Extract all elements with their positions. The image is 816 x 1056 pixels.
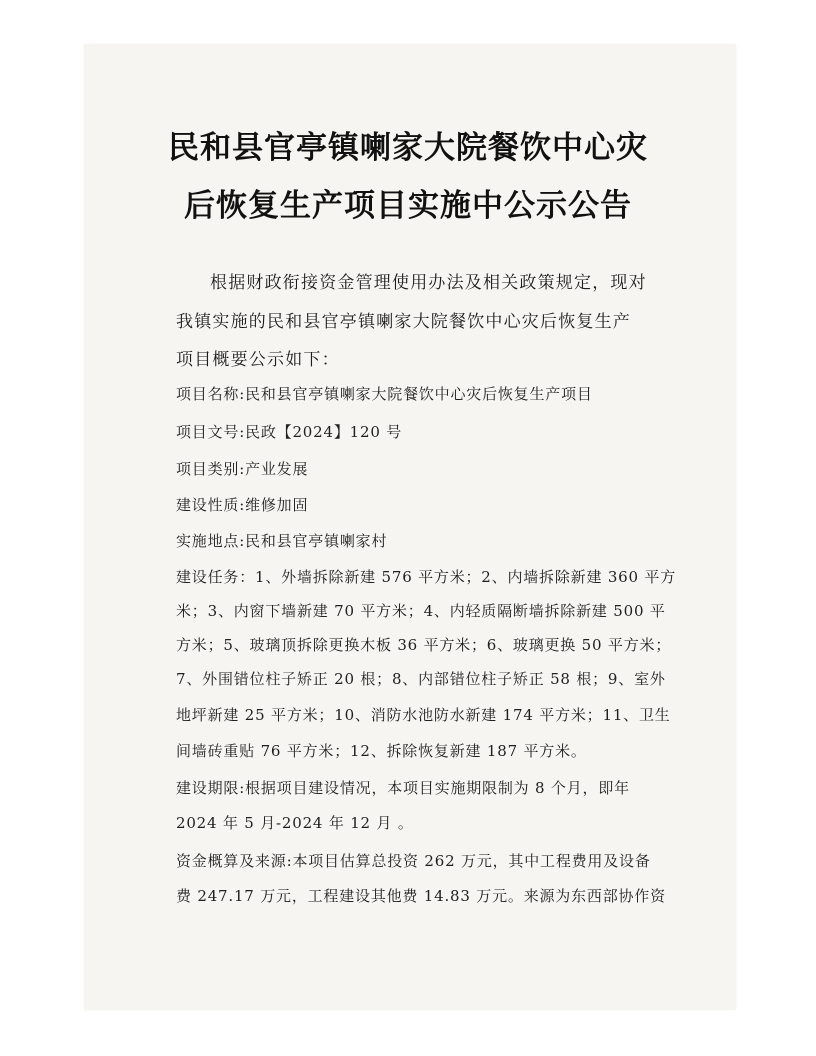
project-name-field (176, 383, 593, 404)
intro-paragraph-line-3: 项目概要公示如下： (176, 350, 340, 370)
tasks-line-2: 米；3、内窗下墙新建 70 平方米；4、内轻质隔断墙拆除新建 500 平 (176, 602, 666, 620)
period-line-2: 2024 年 5 月-2024 年 12 月 。 (176, 814, 414, 832)
doc-number-value: 民政【2024】120 号 (245, 423, 403, 441)
tasks-line-1: 建设任务：1、外墙拆除新建 576 平方米；2、内墙拆除新建 360 平方 (176, 568, 677, 586)
project-name-label: 项目名称: (176, 385, 246, 403)
tasks-line-5: 地坪新建 25 平方米；10、消防水池防水新建 174 平方米；11、卫生 (176, 706, 671, 724)
tasks-line-6: 间墙砖重贴 76 平方米；12、拆除恢复新建 187 平方米。 (176, 742, 587, 760)
location-field (176, 530, 387, 551)
tasks-line-3: 方米；5、玻璃顶拆除更换木板 36 平方米；6、玻璃更换 50 平方米； (176, 636, 672, 654)
nature-label: 建设性质: (176, 496, 246, 514)
doc-number-label: 项目文号: (176, 423, 246, 441)
intro-paragraph-line-1: 根据财政衔接资金管理使用办法及相关政策规定，现对 (210, 273, 647, 293)
intro-paragraph-line-2: 我镇实施的民和县官亭镇喇家大院餐饮中心灾后恢复生产 (176, 312, 631, 332)
document-title-line-2: 后恢复生产项目实施中公示公告 (184, 188, 632, 224)
category-label: 项目类别: (176, 460, 246, 478)
funding-line-1: 资金概算及来源:本项目估算总投资 262 万元，其中工程费用及设备 (176, 852, 651, 870)
nature-value: 维修加固 (245, 496, 309, 514)
document-title-line-1: 民和县官亭镇喇家大院餐饮中心灾 (168, 130, 648, 166)
period-line-1: 建设期限:根据项目建设情况，本项目实施期限制为 8 个月，即年 (176, 779, 630, 797)
location-label: 实施地点: (176, 532, 246, 550)
project-name-value: 民和县官亭镇喇家大院餐饮中心灾后恢复生产项目 (245, 385, 593, 403)
category-field (176, 458, 308, 479)
nature-field (176, 494, 308, 515)
tasks-line-4: 7、外围错位柱子矫正 20 根；8、内部错位柱子矫正 58 根；9、室外 (176, 670, 666, 688)
category-value: 产业发展 (245, 460, 309, 478)
doc-number-field (176, 421, 402, 442)
funding-line-2: 费 247.17 万元，工程建设其他费 14.83 万元。来源为东西部协作资 (176, 887, 666, 905)
location-value: 民和县官亭镇喇家村 (245, 532, 388, 550)
